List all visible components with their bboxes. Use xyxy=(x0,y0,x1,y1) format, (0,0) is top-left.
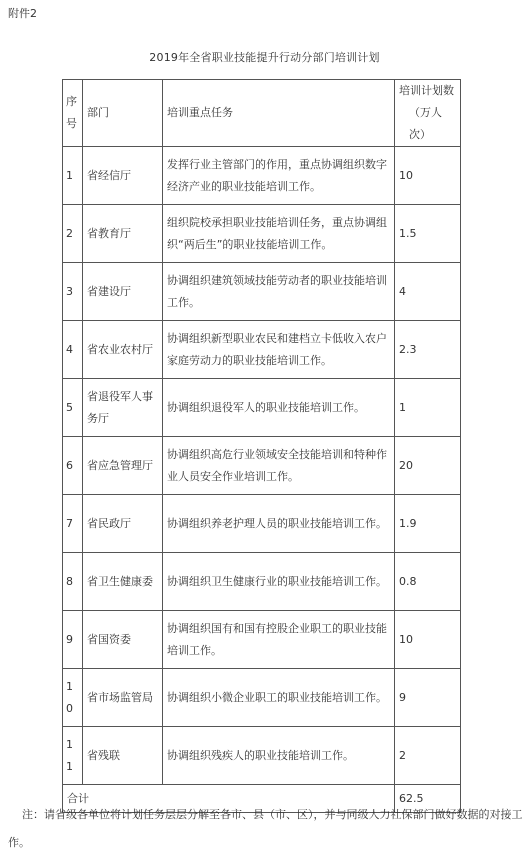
row-count: 10 xyxy=(395,147,461,205)
attachment-label: 附件2 xyxy=(8,7,37,20)
row-count: 2.3 xyxy=(395,321,461,379)
total-label: 合计 xyxy=(63,785,395,813)
row-count: 1.9 xyxy=(395,495,461,553)
row-dept: 省民政厅 xyxy=(83,495,163,553)
table-row xyxy=(63,147,461,205)
row-no: 2 xyxy=(63,205,83,263)
row-no: 10 xyxy=(63,669,83,727)
row-count: 0.8 xyxy=(395,553,461,611)
row-dept: 省应急管理厅 xyxy=(83,437,163,495)
row-task: 协调组织养老护理人员的职业技能培训工作。 xyxy=(163,495,395,553)
header-count xyxy=(395,80,461,147)
row-task: 组织院校承担职业技能培训任务，重点协调组织“两后生”的职业技能培训工作。 xyxy=(163,205,395,263)
table-row xyxy=(63,669,461,727)
row-dept: 省建设厅 xyxy=(83,263,163,321)
document-title: 2019年全省职业技能提升行动分部门培训计划 xyxy=(149,51,380,64)
row-task: 协调组织残疾人的职业技能培训工作。 xyxy=(163,727,395,785)
header-task: 培训重点任务 xyxy=(163,80,395,147)
row-count: 4 xyxy=(395,263,461,321)
table-row xyxy=(63,205,461,263)
row-task: 发挥行业主管部门的作用，重点协调组织数字经济产业的职业技能培训工作。 xyxy=(163,147,395,205)
row-no: 11 xyxy=(63,727,83,785)
row-count: 20 xyxy=(395,437,461,495)
row-no: 1 xyxy=(63,147,83,205)
row-no: 4 xyxy=(63,321,83,379)
total-count: 62.5 xyxy=(395,785,461,813)
row-no: 7 xyxy=(63,495,83,553)
header-dept: 部门 xyxy=(83,80,163,147)
row-no: 6 xyxy=(63,437,83,495)
row-task: 协调组织国有和国有控股企业职工的职业技能培训工作。 xyxy=(163,611,395,669)
row-dept: 省教育厅 xyxy=(83,205,163,263)
table-row xyxy=(63,263,461,321)
row-count: 1.5 xyxy=(395,205,461,263)
row-count: 9 xyxy=(395,669,461,727)
table-row xyxy=(63,553,461,611)
row-task: 协调组织小微企业职工的职业技能培训工作。 xyxy=(163,669,395,727)
table-header-row xyxy=(63,80,461,147)
header-no: 序号 xyxy=(63,80,83,147)
row-dept: 省市场监管局 xyxy=(83,669,163,727)
row-dept: 省残联 xyxy=(83,727,163,785)
row-dept: 省经信厅 xyxy=(83,147,163,205)
table-row xyxy=(63,321,461,379)
table-row xyxy=(63,437,461,495)
row-task: 协调组织建筑领域技能劳动者的职业技能培训工作。 xyxy=(163,263,395,321)
training-plan-table xyxy=(62,79,461,813)
header-count-line2: （万人次） xyxy=(409,106,442,141)
row-no: 9 xyxy=(63,611,83,669)
table-row xyxy=(63,495,461,553)
footnote: 注：请省级各单位将计划任务层层分解至各市、县（市、区），并与同级人力社保部门做好数据的对接工作。 xyxy=(8,808,523,849)
row-count: 10 xyxy=(395,611,461,669)
row-no: 3 xyxy=(63,263,83,321)
table-row xyxy=(63,379,461,437)
table-row xyxy=(63,611,461,669)
row-task: 协调组织高危行业领域安全技能培训和特种作业人员安全作业培训工作。 xyxy=(163,437,395,495)
row-task: 协调组织卫生健康行业的职业技能培训工作。 xyxy=(163,553,395,611)
table-row xyxy=(63,727,461,785)
row-count: 2 xyxy=(395,727,461,785)
row-task: 协调组织新型职业农民和建档立卡低收入农户家庭劳动力的职业技能培训工作。 xyxy=(163,321,395,379)
row-dept: 省退役军人事务厅 xyxy=(83,379,163,437)
row-dept: 省农业农村厅 xyxy=(83,321,163,379)
row-dept: 省国资委 xyxy=(83,611,163,669)
row-no: 8 xyxy=(63,553,83,611)
header-count-line1: 培训计划数 xyxy=(399,84,454,97)
row-task: 协调组织退役军人的职业技能培训工作。 xyxy=(163,379,395,437)
row-count: 1 xyxy=(395,379,461,437)
row-dept: 省卫生健康委 xyxy=(83,553,163,611)
row-no: 5 xyxy=(63,379,83,437)
